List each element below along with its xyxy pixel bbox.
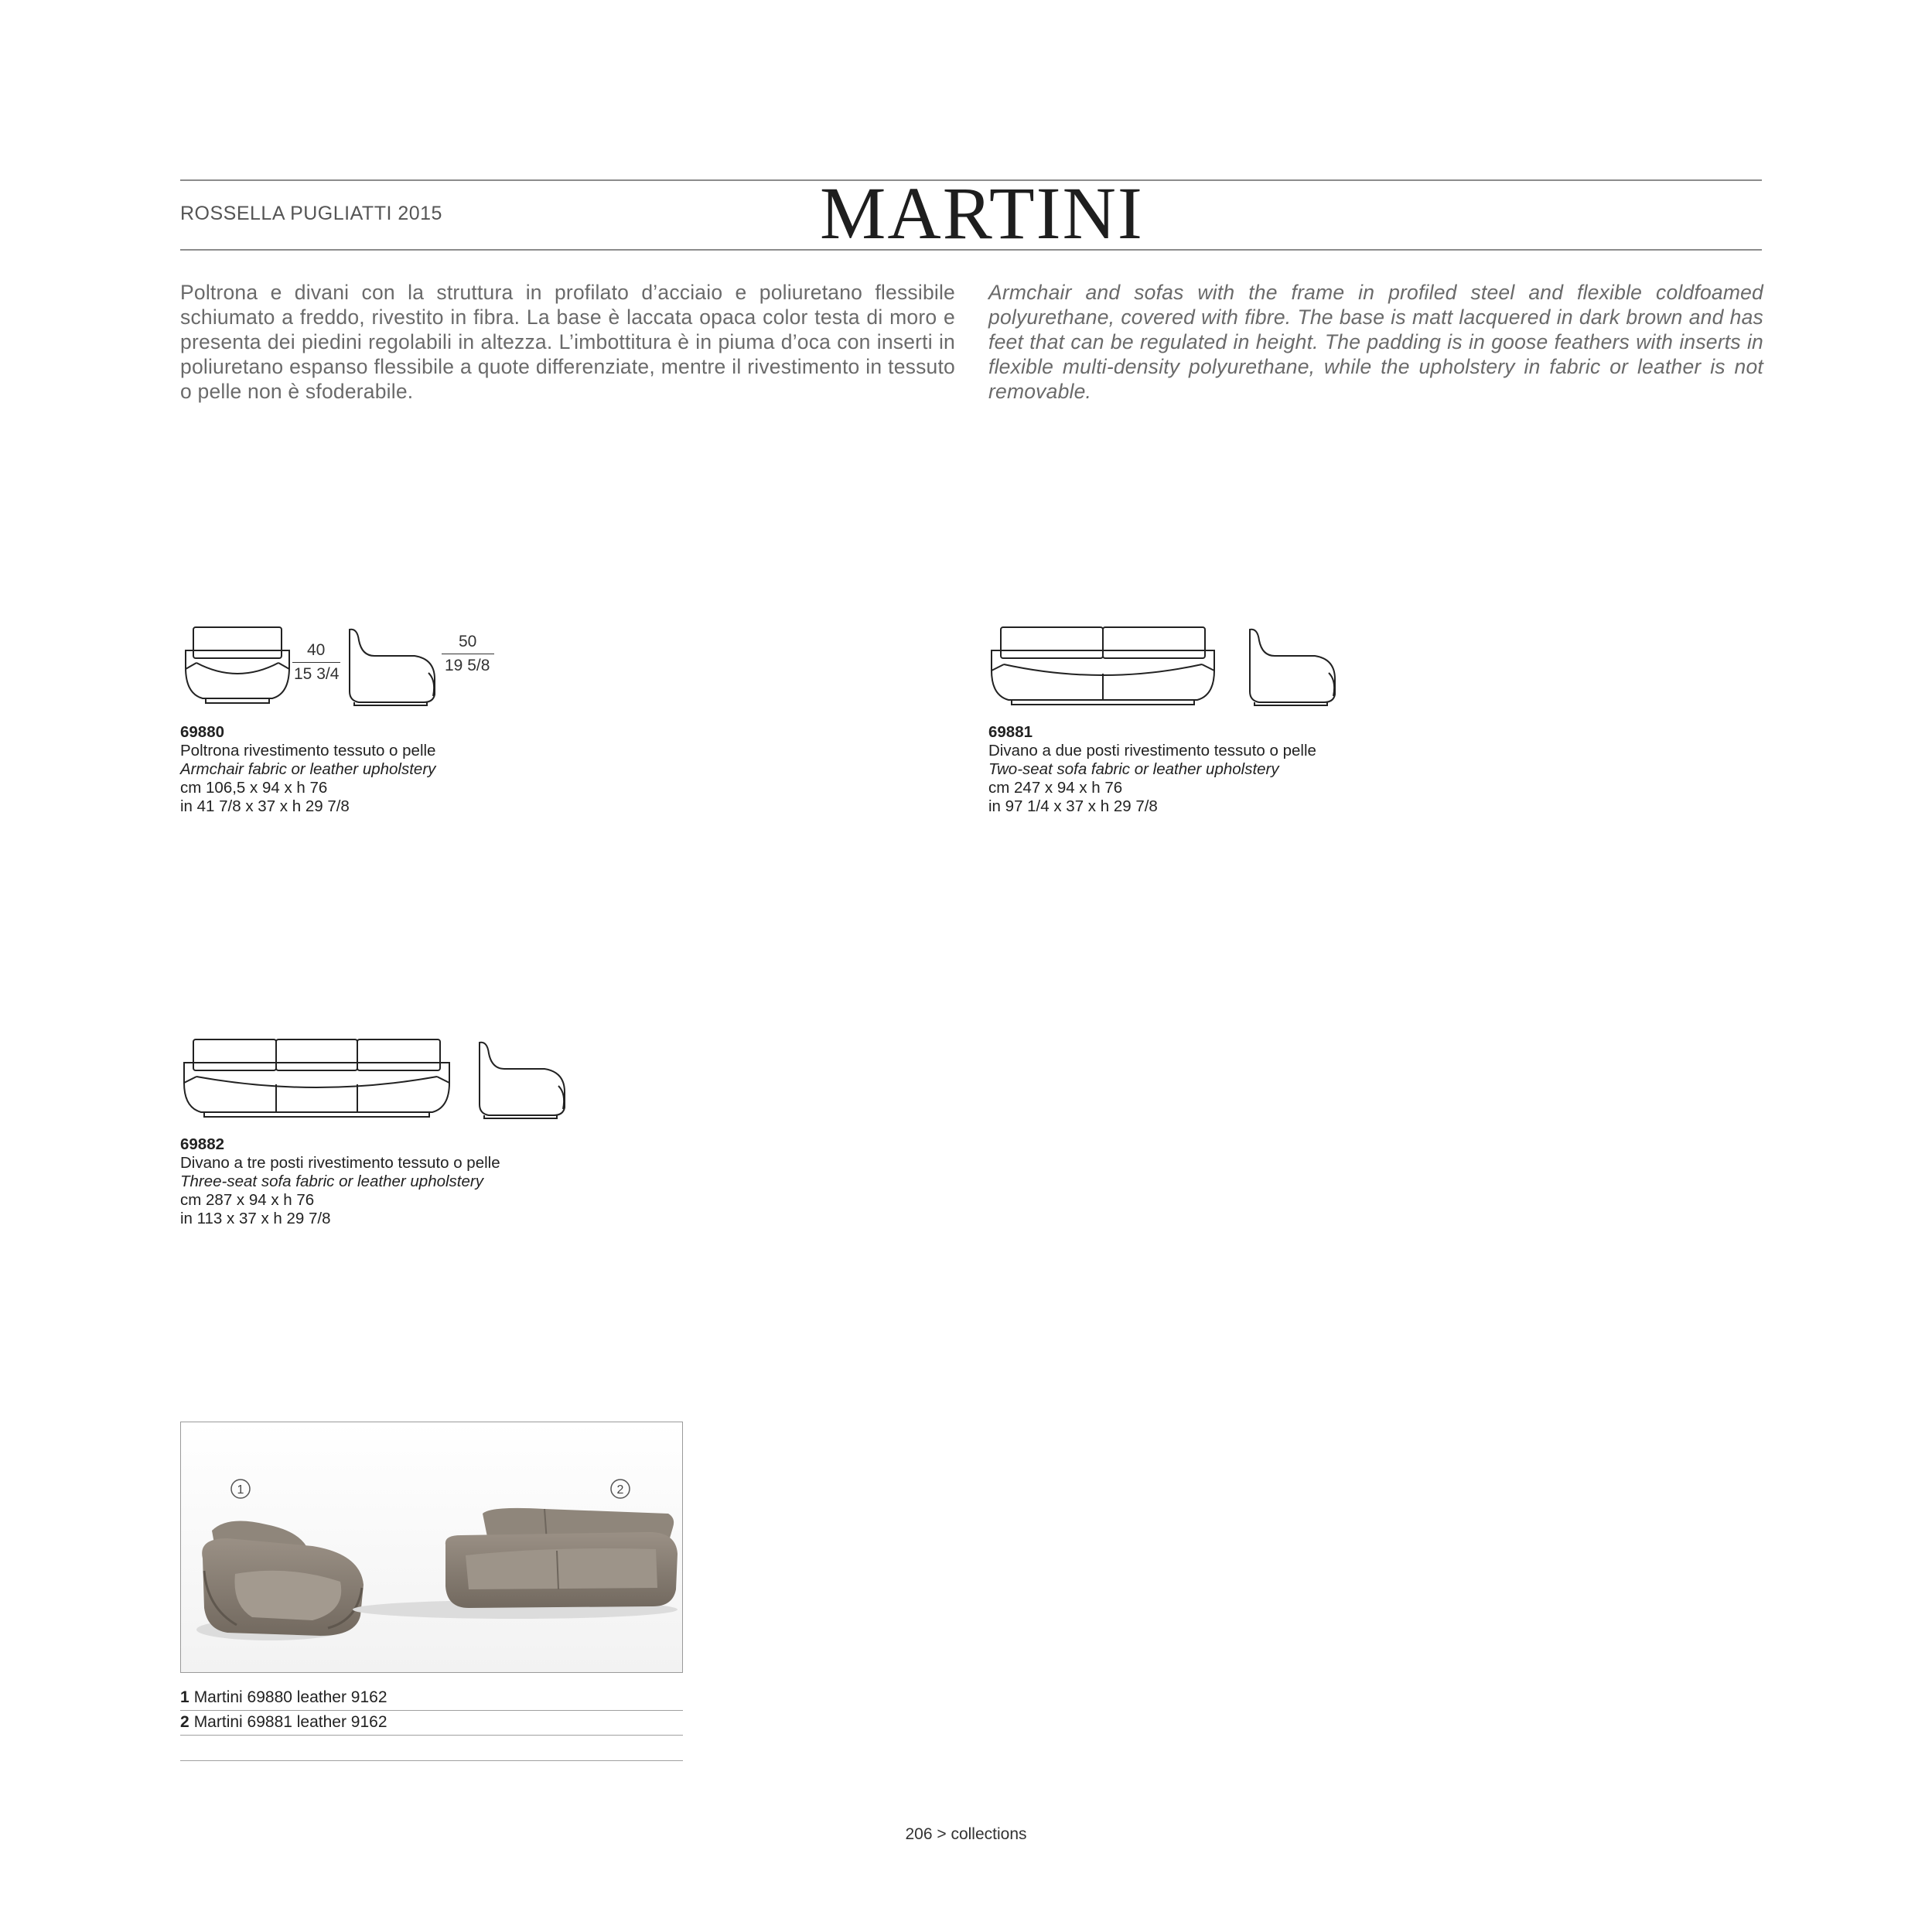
product-code: 69882 bbox=[180, 1135, 225, 1153]
product-dimensions-cm: cm 106,5 x 94 x h 76 bbox=[180, 779, 328, 797]
product-code: 69880 bbox=[180, 723, 225, 741]
product-dimensions-in: in 113 x 37 x h 29 7/8 bbox=[180, 1210, 331, 1227]
product-description-it: Divano a tre posti rivestimento tessuto o pelle bbox=[180, 1154, 500, 1172]
arm-height-cm: 50 bbox=[459, 633, 477, 650]
three-seat-front-drawing bbox=[179, 1035, 454, 1124]
armchair-side-drawing bbox=[343, 625, 444, 710]
title-rule bbox=[180, 249, 1762, 251]
page-footer: 206 > collections bbox=[905, 1825, 1027, 1843]
product-dimensions-in: in 41 7/8 x 37 x h 29 7/8 bbox=[180, 797, 350, 815]
page-title: MARTINI bbox=[820, 172, 1144, 254]
designer-credit: ROSSELLA PUGLIATTI 2015 bbox=[180, 203, 442, 224]
product-dimensions-cm: cm 287 x 94 x h 76 bbox=[180, 1191, 315, 1209]
product-description-en: Two-seat sofa fabric or leather upholstery bbox=[988, 760, 1279, 778]
seat-dim-divider bbox=[292, 662, 340, 663]
product-description-it: Poltrona rivestimento tessuto o pelle bbox=[180, 742, 436, 759]
caption-text: Martini 69881 leather 9162 bbox=[193, 1713, 387, 1731]
two-seat-front-drawing bbox=[987, 623, 1219, 712]
product-69880 bbox=[180, 723, 435, 816]
caption-number: 1 bbox=[180, 1688, 189, 1706]
product-description-en: Armchair fabric or leather upholstery bbox=[180, 760, 436, 778]
three-seat-side-drawing bbox=[473, 1038, 574, 1123]
product-dimensions-cm: cm 247 x 94 x h 76 bbox=[988, 779, 1123, 797]
svg-text:1: 1 bbox=[237, 1483, 244, 1497]
product-69881 bbox=[988, 723, 1316, 816]
caption-row bbox=[180, 1710, 683, 1736]
seat-height-cm: 40 bbox=[307, 641, 326, 659]
two-seat-side-drawing bbox=[1244, 625, 1344, 710]
product-code: 69881 bbox=[988, 723, 1033, 741]
seat-height-in: 15 3/4 bbox=[294, 665, 340, 683]
product-dimensions-in: in 97 1/4 x 37 x h 29 7/8 bbox=[988, 797, 1158, 815]
intro-italian: Poltrona e divani con la struttura in profilato d’acciaio e poliuretano flessibile schiumato a freddo, rivestito in fibra. La base è laccata opaca color testa di moro e presenta dei piedini regolabili in altezza. L’imbottitura è in piuma d’oca con inserti in poliuretano espanso flessibile a quote differenziate, mentre il rivestimento in tessuto o pelle non è sfoderabile. bbox=[180, 281, 955, 403]
caption-empty-row bbox=[180, 1736, 683, 1761]
armchair-front-drawing bbox=[179, 623, 295, 708]
arm-height-in: 19 5/8 bbox=[445, 657, 490, 674]
caption-row bbox=[180, 1685, 683, 1711]
product-description-en: Three-seat sofa fabric or leather upholstery bbox=[180, 1173, 483, 1190]
product-description-it: Divano a due posti rivestimento tessuto o pelle bbox=[988, 742, 1316, 759]
svg-text:2: 2 bbox=[616, 1483, 624, 1497]
caption-text: Martini 69880 leather 9162 bbox=[193, 1688, 387, 1706]
intro-english: Armchair and sofas with the frame in profiled steel and flexible coldfoamed polyurethane, covered with fibre. The base is matt lacquered in dark brown and has feet that can be regulated in height. The padding is in goose feathers with inserts in flexible multi-density polyurethane, while the upholstery in fabric or leather is not removable. bbox=[988, 281, 1763, 403]
product-69882 bbox=[180, 1135, 500, 1228]
caption-number: 2 bbox=[180, 1713, 189, 1731]
product-photo bbox=[180, 1422, 683, 1673]
